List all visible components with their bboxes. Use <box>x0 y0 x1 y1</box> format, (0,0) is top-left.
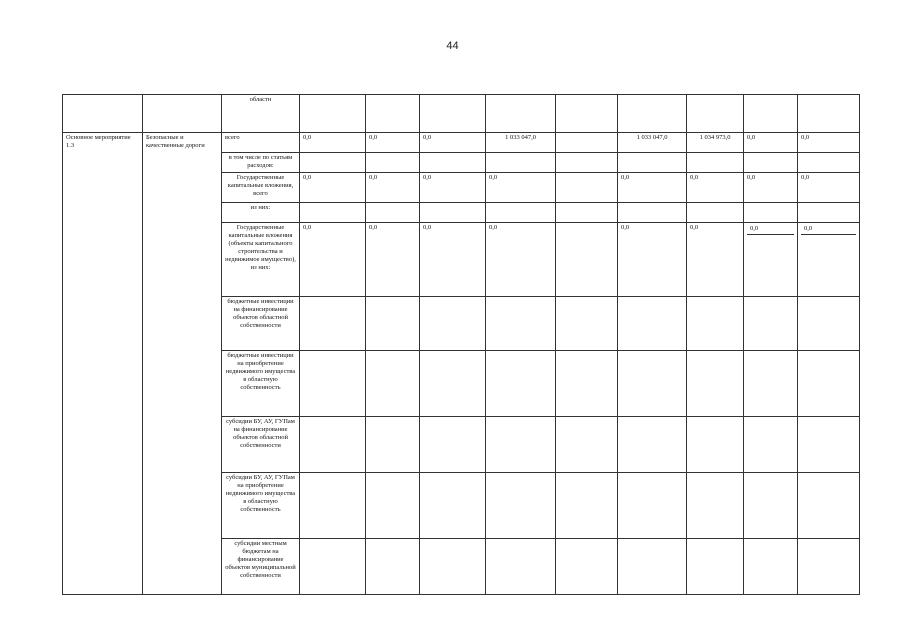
row-label-cell: субсидии местным бюджетам на финансирование объектов муниципальной собственности <box>222 539 300 595</box>
value-cell <box>798 417 860 473</box>
value-cell <box>744 473 798 539</box>
value-cell <box>420 539 486 595</box>
value-cell <box>556 539 618 595</box>
split-divider <box>801 234 856 242</box>
value-cell <box>618 539 687 595</box>
value-cell <box>687 351 744 417</box>
value-cell <box>618 417 687 473</box>
value-cell <box>798 203 860 223</box>
activity-name-cell: Основное мероприятие 1.3 <box>63 133 143 595</box>
value-cell <box>300 203 366 223</box>
value-cell <box>486 153 556 173</box>
value-cell: 0,0 <box>798 173 860 203</box>
value-cell <box>744 351 798 417</box>
value-text: 0,0 <box>804 225 813 232</box>
value-cell <box>366 297 420 351</box>
value-cell <box>556 223 618 297</box>
value-cell: 0,0 <box>744 173 798 203</box>
value-cell <box>486 203 556 223</box>
value-cell: 0,0 <box>798 133 860 153</box>
value-cell: 0,0 <box>618 173 687 203</box>
value-cell: 0,0 <box>300 173 366 203</box>
value-cell <box>618 351 687 417</box>
value-cell <box>687 297 744 351</box>
page-number: 44 <box>446 40 459 52</box>
value-cell <box>366 473 420 539</box>
value-cell <box>798 473 860 539</box>
value-cell: 0,0 <box>420 223 486 297</box>
header-cell <box>618 95 687 133</box>
value-cell <box>744 203 798 223</box>
value-text: 0,0 <box>750 225 759 232</box>
header-cell <box>798 95 860 133</box>
row-label-cell: Государственные капитальные вложения (объекты капитального строительства и недвижимое имущество), из них: <box>222 223 300 297</box>
value-cell <box>744 417 798 473</box>
value-cell <box>366 417 420 473</box>
value-cell: 0,0 <box>366 223 420 297</box>
value-cell <box>366 539 420 595</box>
value-cell <box>744 223 798 297</box>
header-cell <box>556 95 618 133</box>
row-label-cell: бюджетные инвестиции на приобретение недвижимого имущества в областную собственность <box>222 351 300 417</box>
value-cell <box>300 473 366 539</box>
value-cell: 0,0 <box>687 223 744 297</box>
value-cell <box>687 473 744 539</box>
row-label-cell: субсидии БУ, АУ, ГУПам на финансирование объектов областной собственности <box>222 417 300 473</box>
header-cell <box>366 95 420 133</box>
value-cell <box>556 203 618 223</box>
value-cell <box>300 297 366 351</box>
value-cell <box>366 153 420 173</box>
value-cell <box>486 417 556 473</box>
header-cell <box>63 95 143 133</box>
value-cell <box>486 351 556 417</box>
value-cell: 0,0 <box>366 173 420 203</box>
value-cell <box>556 351 618 417</box>
value-cell: 1 033 047,0 <box>486 133 556 153</box>
value-cell: 0,0 <box>366 133 420 153</box>
value-cell: 0,0 <box>486 223 556 297</box>
value-cell <box>486 297 556 351</box>
value-cell: 0,0 <box>300 133 366 153</box>
value-cell <box>300 153 366 173</box>
value-cell <box>420 203 486 223</box>
value-cell <box>798 351 860 417</box>
value-cell <box>556 133 618 153</box>
value-cell <box>420 351 486 417</box>
header-cell <box>486 95 556 133</box>
value-cell <box>618 473 687 539</box>
value-cell: 0,0 <box>420 173 486 203</box>
value-cell <box>420 153 486 173</box>
table-row <box>63 133 860 153</box>
value-cell <box>556 153 618 173</box>
header-cell <box>143 95 222 133</box>
header-cell <box>420 95 486 133</box>
value-cell <box>420 417 486 473</box>
value-cell <box>556 417 618 473</box>
value-cell <box>486 539 556 595</box>
value-cell <box>300 351 366 417</box>
value-cell <box>556 297 618 351</box>
value-cell <box>798 297 860 351</box>
header-row <box>63 95 860 133</box>
header-cell <box>300 95 366 133</box>
value-cell <box>798 539 860 595</box>
split-divider <box>747 234 794 242</box>
value-cell <box>556 473 618 539</box>
value-cell <box>687 539 744 595</box>
value-cell <box>366 351 420 417</box>
value-cell <box>618 153 687 173</box>
value-cell <box>798 153 860 173</box>
row-label-cell: бюджетные инвестиции на финансирование объектов областной собственности <box>222 297 300 351</box>
value-cell <box>420 473 486 539</box>
value-cell: 0,0 <box>420 133 486 153</box>
value-cell: 1 033 047,0 <box>618 133 687 153</box>
value-cell <box>300 539 366 595</box>
value-cell <box>618 297 687 351</box>
value-cell <box>744 153 798 173</box>
value-cell: 0,0 <box>687 173 744 203</box>
row-label-cell: Государственные капитальные вложения, всего <box>222 173 300 203</box>
value-cell <box>687 203 744 223</box>
activity-description-cell: Безопасные и качественные дороги <box>143 133 222 595</box>
header-label-cell: областн <box>222 95 300 133</box>
value-cell: 0,0 <box>486 173 556 203</box>
row-label-cell: всего <box>222 133 300 153</box>
value-cell: 1 034 973,0 <box>687 133 744 153</box>
value-cell <box>486 473 556 539</box>
value-cell <box>744 297 798 351</box>
value-cell <box>366 203 420 223</box>
value-cell <box>744 539 798 595</box>
value-cell <box>687 417 744 473</box>
value-cell <box>618 203 687 223</box>
value-cell <box>687 153 744 173</box>
budget-table <box>62 94 860 595</box>
row-label-cell: субсидии БУ, АУ, ГУПам на приобретение недвижимого имущества в областную собственность <box>222 473 300 539</box>
row-label-cell: из них: <box>222 203 300 223</box>
row-label-cell: в том числе по статьям расходов: <box>222 153 300 173</box>
value-cell <box>300 417 366 473</box>
value-cell <box>798 223 860 297</box>
value-cell: 0,0 <box>618 223 687 297</box>
header-cell <box>744 95 798 133</box>
value-cell: 0,0 <box>300 223 366 297</box>
value-cell <box>420 297 486 351</box>
value-cell: 0,0 <box>744 133 798 153</box>
value-cell <box>556 173 618 203</box>
header-cell <box>687 95 744 133</box>
